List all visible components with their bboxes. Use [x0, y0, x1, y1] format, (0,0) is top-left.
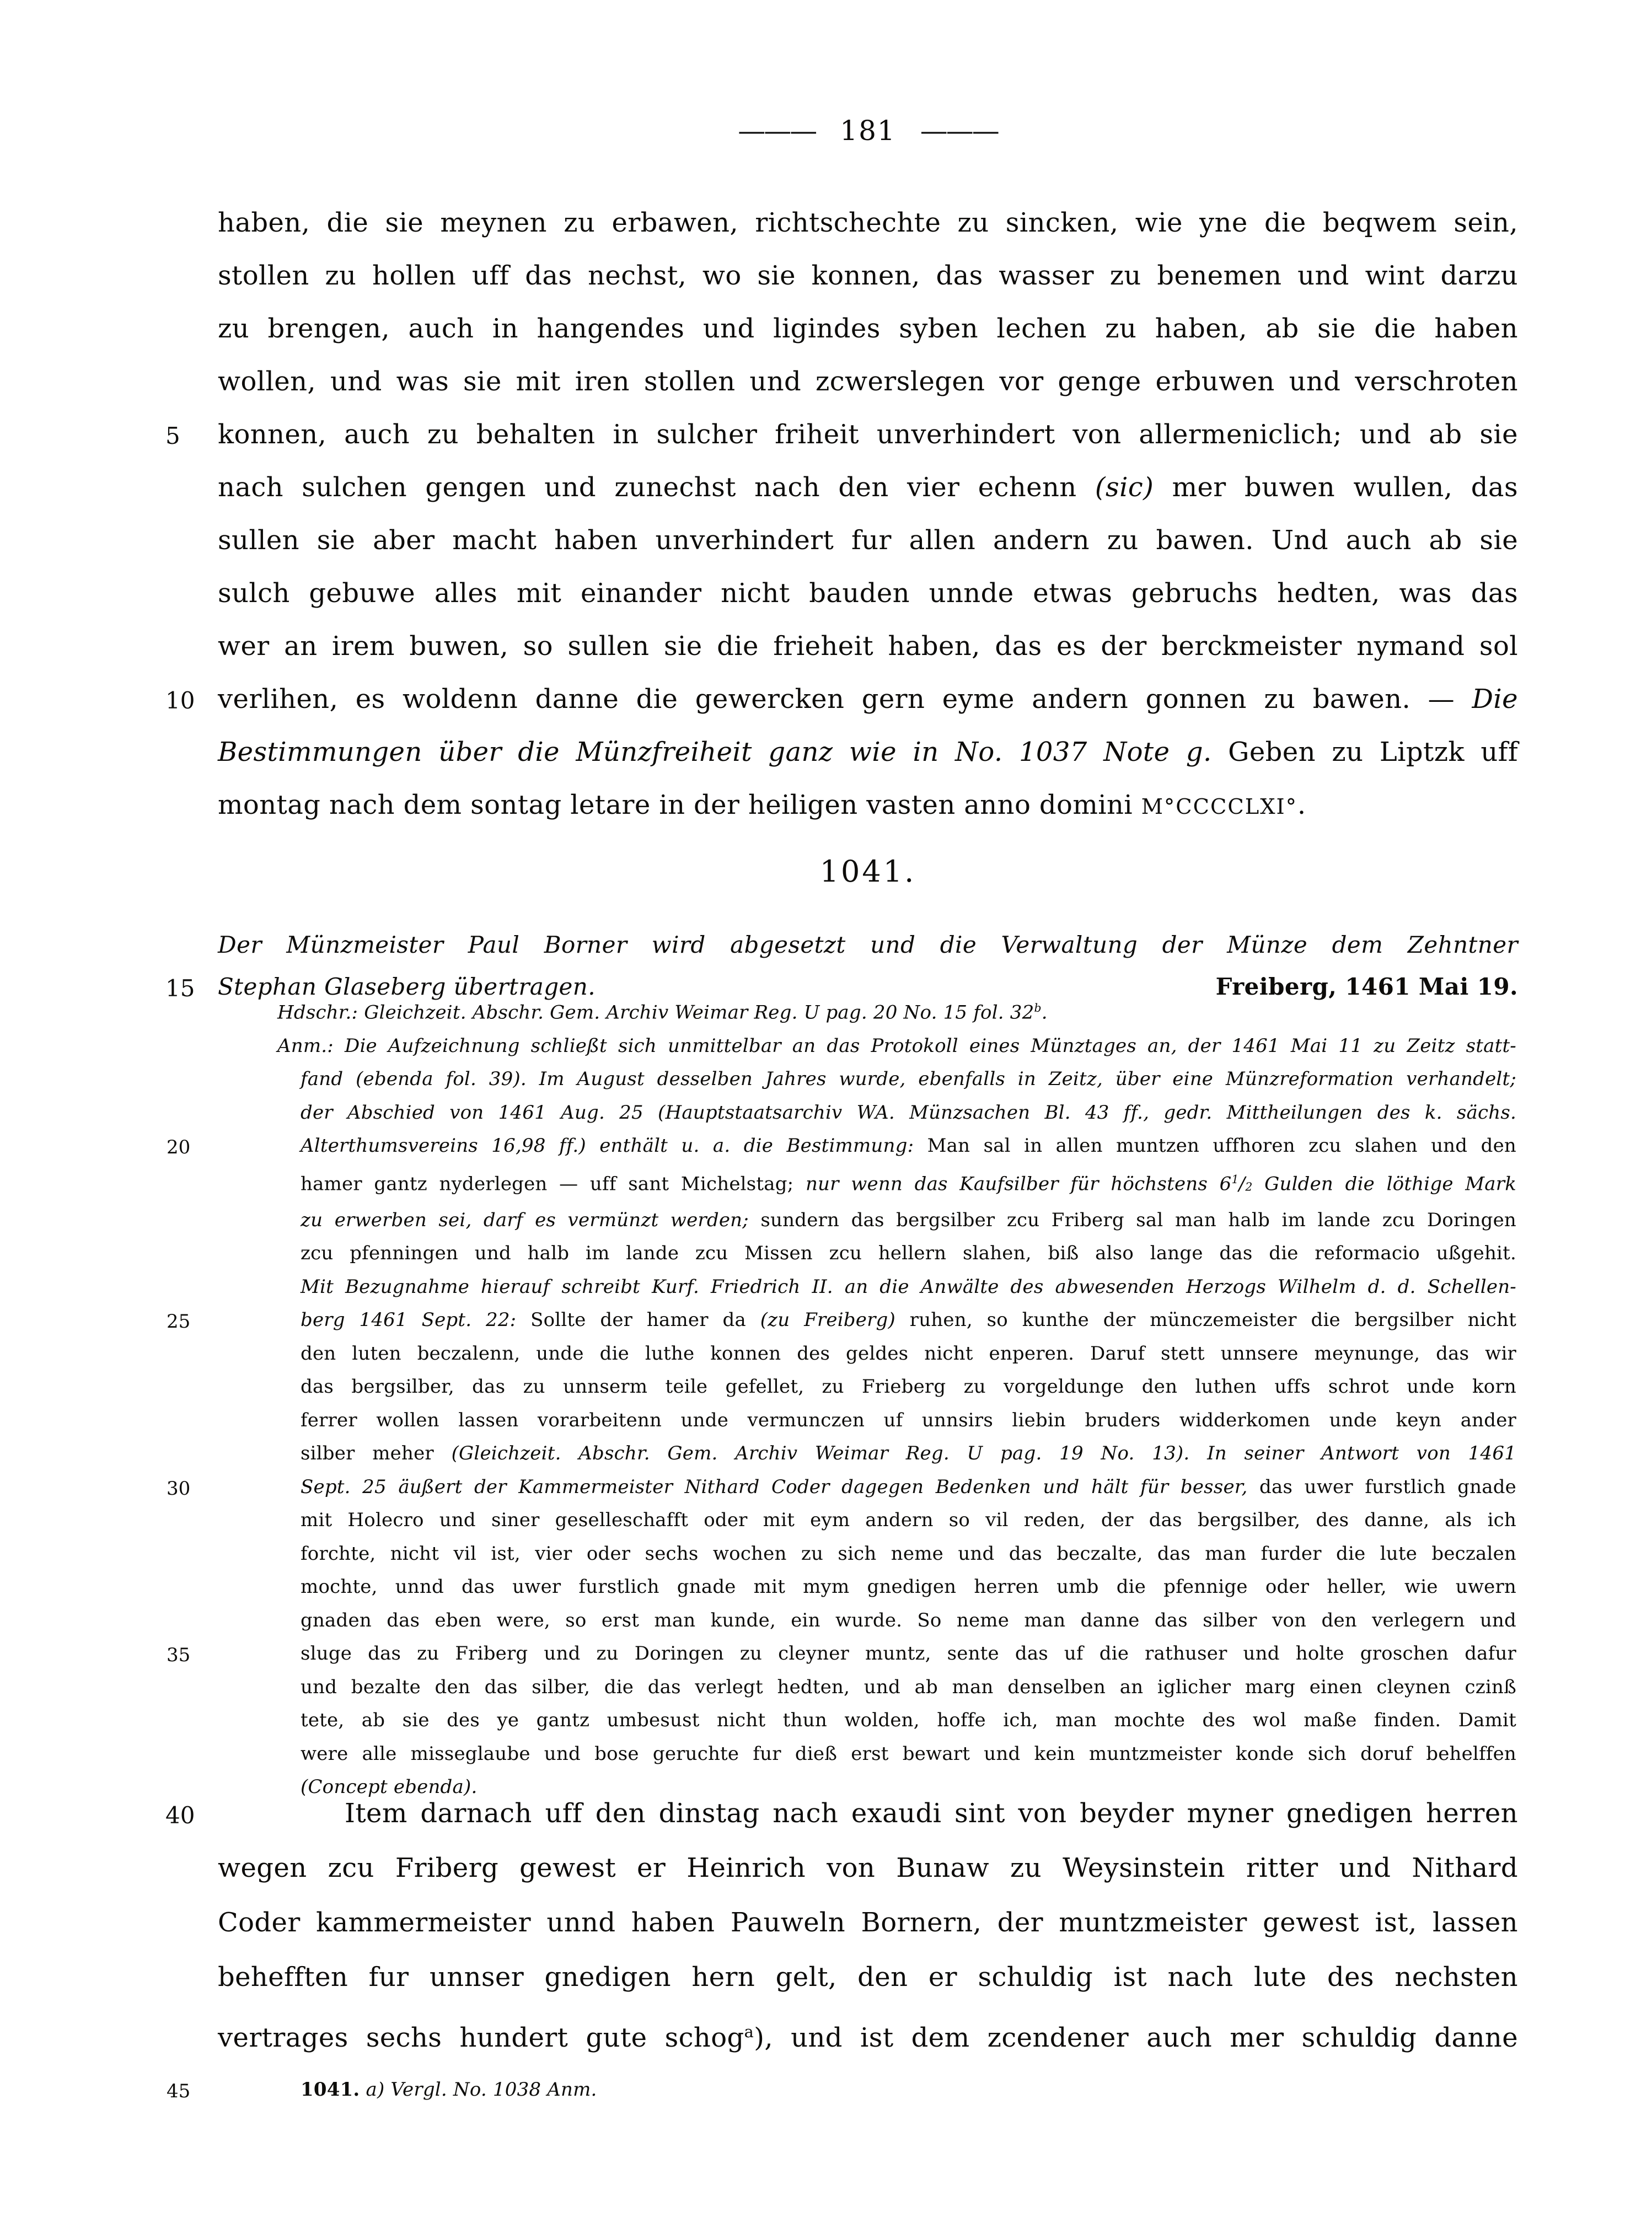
line-text [301, 1704, 1516, 1737]
text-segment: sluge das zu Friberg und zu Doringen zu cleyner muntz, sente das uf die rathuser und holte groschen dafur [301, 1642, 1516, 1665]
text-line [218, 355, 1518, 408]
line-text [301, 1204, 1516, 1237]
text-line [301, 1737, 1516, 1771]
header-left-rule: ——— [738, 115, 816, 147]
line-text [277, 991, 1516, 1029]
text-segment: Sollte der hamer da [530, 1309, 760, 1332]
line-text [218, 408, 1518, 461]
text-segment: Man sal in allen muntzen uffhoren zcu slahen und den [927, 1135, 1516, 1157]
line-text [218, 302, 1518, 355]
text-segment: (sic) [1095, 472, 1154, 503]
text-segment: were alle misseglaube und bose geruchte fur dieß erst bewart und kein muntzmeister konde sich doruf behelffen [301, 1742, 1516, 1765]
text-segment: den luten beczalenn, unde die luthe konnen des geldes nicht enperen. Daruf stett unnsere meynunge, das wir [301, 1342, 1516, 1365]
margin-line-number: 15 [165, 975, 195, 1002]
text-line [167, 1637, 1516, 1671]
margin-line-number: 35 [167, 1644, 191, 1667]
text-line [301, 1437, 1516, 1470]
line-text [301, 1470, 1516, 1504]
text-segment: montag nach dem sontag letare in der heiligen vasten anno domini [218, 790, 1141, 820]
text-segment: mochte, unnd das uwer furstlich gnade mit mym gnedigen herren umb die pfennige oder heller, wie uwern [301, 1576, 1516, 1598]
text-segment: . [1297, 790, 1306, 820]
text-line [301, 1404, 1516, 1437]
continuation-paragraph [165, 196, 1519, 834]
text-line [218, 726, 1518, 779]
text-segment: Item darnach uff den dinstag nach exaudi sint von beyder myner gnedigen herren [345, 1798, 1518, 1829]
margin-line-number: 5 [165, 422, 180, 449]
text-segment: M°CCCCLXI° [1141, 794, 1297, 819]
text-line [301, 1704, 1516, 1737]
text-segment: wer an irem buwen, so sullen sie die frieheit haben, das es der berckmeister nymand sol [218, 631, 1518, 662]
line-text [218, 620, 1518, 673]
text-segment: Freiberg, 1461 Mai 19. [1215, 973, 1518, 1000]
page-number: 181 [840, 115, 896, 147]
text-line [165, 1786, 1518, 1841]
text-segment: Anm.: Die Aufzeichnung schließt sich unmittelbar an das Protokoll eines Münztages an, der 1461 Mai 11 zu Zeitz statt- [277, 1034, 1516, 1057]
margin-line-number: 25 [167, 1311, 191, 1333]
text-line [218, 567, 1518, 620]
line-text [218, 779, 1518, 834]
text-line [301, 1537, 1516, 1571]
header-right-rule: ——— [920, 115, 998, 147]
text-segment: gnaden das eben were, so erst man kunde, ein wurde. So neme man danne das silber von den verlegern und [301, 1609, 1516, 1631]
text-segment: das uwer furstlich gnade [1259, 1475, 1516, 1498]
text-line [218, 461, 1518, 514]
text-segment: forchte, nicht vil ist, vier oder sechs wochen zu sich neme und das beczalte, das man furder die lute beczalen [301, 1542, 1516, 1565]
text-segment: silber meher [301, 1442, 452, 1465]
text-line [218, 1896, 1518, 1950]
text-segment: a [744, 2022, 754, 2041]
line-text [218, 1950, 1518, 2005]
line-text [218, 196, 1518, 249]
text-line [218, 1841, 1518, 1896]
line-text [218, 726, 1518, 779]
text-line [277, 991, 1516, 1029]
text-line [277, 1029, 1516, 1063]
text-segment: hamer gantz nyderlegen — uff sant Michelstag; [301, 1173, 806, 1195]
line-text [301, 2073, 1516, 2106]
text-segment: Hdschr.: Gleichzeit. Abschr. Gem. Archiv Weimar Reg. U pag. 20 No. 15 fol. 32 [277, 1001, 1034, 1024]
text-segment: wegen zcu Friberg gewest er Heinrich von Bunaw zu Weysinstein ritter und Nithard [218, 1853, 1518, 1883]
line-text [301, 1437, 1516, 1470]
line-text [218, 461, 1518, 514]
text-segment: sullen sie aber macht haben unverhindert fur allen andern zu bawen. Und auch ab sie [218, 525, 1518, 556]
text-segment: konnen, auch zu behalten in sulcher friheit unverhindert von allermeniclich; und ab sie [218, 419, 1518, 450]
text-segment: Die [1472, 684, 1518, 715]
footnote [167, 2073, 1516, 2106]
text-segment: . [1041, 1001, 1048, 1024]
line-text [277, 1029, 1516, 1063]
margin-line-number: 20 [167, 1136, 191, 1159]
text-segment: Mit Bezugnahme hierauf schreibt Kurf. Friedrich II. an die Anwälte des abwesenden Herzogs Wilhelm d. d. Schellen- [301, 1275, 1516, 1298]
text-line [301, 1370, 1516, 1404]
text-segment: behefften fur unnser gnedigen hern gelt, den er schuldig ist nach lute des nechsten [218, 1962, 1518, 1993]
margin-line-number: 10 [165, 687, 195, 714]
line-text [301, 1637, 1516, 1671]
line-text [301, 1537, 1516, 1571]
line-text [301, 1270, 1516, 1304]
text-segment: der Abschied von 1461 Aug. 25 (Hauptstaatsarchiv WA. Münzsachen Bl. 43 ff., gedr. Mittheilungen des k. sächs. [301, 1101, 1516, 1124]
line-text [218, 1896, 1518, 1950]
text-line [167, 1470, 1516, 1504]
page-header [218, 115, 1518, 147]
text-segment: das bergsilber, das zu unnserm teile gefellet, zu Frieberg zu vorgeldunge den luthen uffs schrot unde korn [301, 1376, 1516, 1398]
entry-body-paragraph [165, 1786, 1519, 2065]
line-text [301, 1062, 1516, 1096]
text-segment: mit Holecro und siner geselleschafft oder mit eym andern so vil reden, der das bergsilber, des danne, als ich [301, 1509, 1516, 1532]
text-segment: ), und ist dem zcendener auch mer schuldig danne [754, 2022, 1519, 2053]
text-segment: (zu Freiberg) [760, 1309, 895, 1332]
text-line [218, 514, 1518, 567]
text-segment: / [1238, 1173, 1246, 1195]
text-segment: ferrer wollen lassen vorarbeitenn unde vermunczen uf unnsirs liebin bruders widderkomen unde keyn ander [301, 1409, 1516, 1431]
text-segment: Geben zu Liptzk uff [1211, 737, 1519, 767]
text-segment: Der Münzmeister Paul Borner wird abgesetzt und die Verwaltung der Münze dem Zehntner [218, 931, 1518, 958]
text-line [301, 1163, 1516, 1204]
line-text [301, 1237, 1516, 1270]
text-line [301, 1504, 1516, 1537]
text-line [218, 302, 1518, 355]
line-text [301, 1570, 1516, 1604]
text-segment: nur wenn das Kaufsilber für höchstens 6 [805, 1173, 1232, 1195]
line-text [218, 514, 1518, 567]
text-segment: Sept. 25 äußert der Kammermeister Nithard Coder dagegen Bedenken und hält für besser, [301, 1475, 1260, 1498]
text-segment: tete, ab sie des ye gantz umbesust nicht thun wolden, hoffe ich, man mochte des wol maße finden. Damit [301, 1709, 1516, 1732]
line-text [301, 1504, 1516, 1537]
text-segment: Bestimmungen über die Münzfreiheit ganz wie in No. 1037 Note g. [218, 737, 1212, 767]
margin-line-number: 30 [167, 1477, 191, 1500]
text-segment: sundern das bergsilber zcu Friberg sal man halb im lande zcu Doringen [760, 1209, 1516, 1231]
line-text [218, 2005, 1518, 2065]
text-segment: sulch gebuwe alles mit einander nicht bauden unnde etwas gebruchs hedten, was das [218, 578, 1518, 609]
text-segment: nach sulchen gengen und zunechst nach den vier echenn [218, 472, 1095, 503]
text-segment: zu brengen, auch in hangendes und ligindes syben lechen zu haben, ab sie die haben [218, 313, 1518, 344]
text-line [218, 196, 1518, 249]
text-segment: mer buwen wullen, das [1154, 472, 1518, 503]
line-text [218, 1786, 1518, 1841]
text-segment: Stephan Glaseberg übertragen. [218, 973, 596, 1000]
text-line [301, 1062, 1516, 1096]
entry-number-heading: 1041. [819, 854, 916, 889]
line-text [301, 1404, 1516, 1437]
text-segment: wollen, und was sie mit iren stollen und zcwerslegen vor genge erbuwen und verschroten [218, 366, 1518, 397]
text-segment: 1041. [301, 2079, 360, 2101]
text-line [165, 408, 1518, 461]
text-line [301, 1604, 1516, 1638]
line-text [218, 567, 1518, 620]
text-segment: und bezalte den das silber, die das verlegt hedten, und ab man denselben an iglicher marg einen cleynen czinß [301, 1676, 1516, 1698]
line-text [301, 1129, 1516, 1163]
text-line [218, 924, 1518, 966]
line-text [218, 673, 1518, 726]
text-line [218, 779, 1518, 834]
text-segment: zcu pfenningen und halb im lande zcu Missen zcu hellern slahen, biß also lange das die reformacio ußgehit. [301, 1242, 1516, 1265]
text-line [301, 1237, 1516, 1270]
text-segment: fand (ebenda fol. 39). Im August desselben Jahres wurde, ebenfalls in Zeitz, über eine Münzreformation verhandelt; [301, 1068, 1516, 1091]
text-line [218, 620, 1518, 673]
text-segment: stollen zu hollen uff das nechst, wo sie konnen, das wasser zu benemen und wint darzu [218, 260, 1518, 291]
text-line [301, 1204, 1516, 1237]
text-segment: Coder kammermeister unnd haben Pauweln Bornern, der muntzmeister gewest ist, lassen [218, 1907, 1518, 1938]
apparatus-notes [167, 991, 1517, 1804]
line-text [301, 1096, 1516, 1130]
text-line [301, 1671, 1516, 1704]
text-segment: Alterthumsvereins 16,98 ff.) enthält u. a. die Bestimmung: [301, 1135, 927, 1157]
text-line [301, 1270, 1516, 1304]
text-line [167, 1303, 1517, 1337]
text-line [218, 1950, 1518, 2005]
text-segment: a) Vergl. No. 1038 Anm. [360, 2079, 597, 2101]
line-text [218, 249, 1518, 302]
text-segment: zu erwerben sei, darf es vermünzt werden; [301, 1209, 761, 1231]
line-text [301, 1370, 1516, 1404]
line-text [218, 924, 1518, 966]
text-line [301, 1570, 1516, 1604]
text-line [301, 1096, 1516, 1130]
text-segment: haben, die sie meynen zu erbawen, richtschechte zu sincken, wie yne die beqwem sein, [218, 207, 1518, 238]
text-segment: b [1034, 1001, 1042, 1014]
text-line [167, 1129, 1516, 1163]
line-text [301, 1303, 1516, 1337]
text-line [301, 1337, 1516, 1371]
line-text [301, 1737, 1516, 1771]
text-segment: vertrages sechs hundert gute schog [218, 2022, 744, 2053]
text-segment: ruhen, so kunthe der münczemeister die bergsilber nicht [895, 1309, 1517, 1332]
text-segment: (Gleichzeit. Abschr. Gem. Archiv Weimar Reg. U pag. 19 No. 13). In seiner Antwort von 1461 [451, 1442, 1516, 1465]
text-line [165, 673, 1518, 726]
text-segment: berg 1461 Sept. 22: [301, 1309, 531, 1332]
text-segment: 1 [1231, 1172, 1239, 1186]
line-text [301, 1671, 1516, 1704]
text-segment: Gulden die löthige Mark [1252, 1173, 1517, 1195]
text-line [218, 249, 1518, 302]
text-line [218, 2005, 1518, 2065]
margin-line-number: 40 [165, 1802, 195, 1829]
text-segment: verlihen, es woldenn danne die gewercken gern eyme andern gonnen zu bawen. — [218, 684, 1472, 715]
line-text [218, 355, 1518, 408]
text-segment: (Concept ebenda). [301, 1776, 478, 1798]
line-text [301, 1604, 1516, 1638]
margin-line-number: 45 [167, 2080, 191, 2102]
line-text [218, 1841, 1518, 1896]
line-text [301, 1163, 1516, 1204]
line-text [301, 1337, 1516, 1371]
text-line [167, 2073, 1516, 2106]
text-segment: 2 [1245, 1180, 1253, 1194]
